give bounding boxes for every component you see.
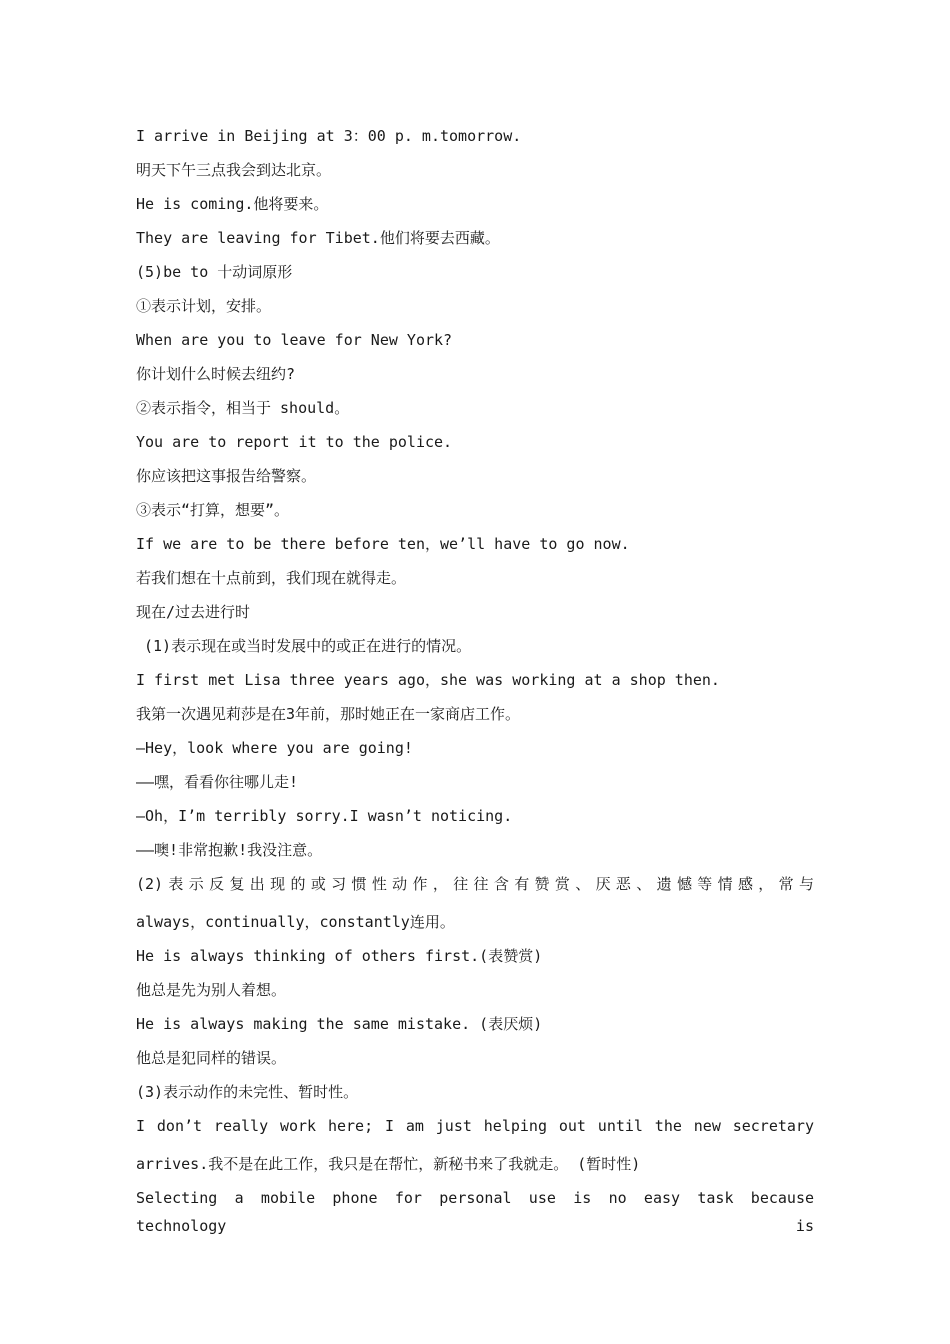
section-heading: 现在/过去进行时 [136,603,251,621]
text-line: ②表示指令，相当于 should。 [136,399,350,417]
text-line: When are you to leave for New York? [136,331,453,349]
text-line: ①表示计划，安排。 [136,297,272,315]
text-line: ③表示“打算，想要”。 [136,501,290,519]
text-line: ——噢!非常抱歉!我没注意。 [136,841,323,859]
text-line: (3)表示动作的未完性、暂时性。 [136,1083,359,1101]
text-line: If we are to be there before ten，we’ll have to go now. [136,535,630,553]
text-line: 你计划什么时候去纽约? [136,365,296,383]
text-line: He is always making the same mistake. (表厌烦) [136,1015,543,1033]
text-line: I arrive in Beijing at 3：00 p. m.tomorrow. [136,127,522,145]
text-line: 我第一次遇见莉莎是在3年前，那时她正在一家商店工作。 [136,705,521,723]
text-line: He is always thinking of others first.(表赞赏) [136,947,543,965]
text-line: always，continually，constantly连用。 [136,913,455,931]
text-line: —Hey，look where you are going! [136,739,413,757]
document-page [136,122,814,1235]
text-line: arrives.我不是在此工作，我只是在帮忙，新秘书来了我就走。 (暂时性) [136,1155,641,1173]
section-heading: (5)be to 十动词原形 [136,263,293,281]
text-line: They are leaving for Tibet.他们将要去西藏。 [136,229,500,247]
text-line: (2)表示反复出现的或习惯性动作，往往含有赞赏、厌恶、遗憾等情感，常与 [136,875,814,893]
text-line: —Oh，I’m terribly sorry.I wasn’t noticing. [136,807,513,825]
text-line: 他总是犯同样的错误。 [136,1049,287,1067]
text-line: 他总是先为别人着想。 [136,981,287,999]
text-line: 你应该把这事报告给警察。 [136,467,317,485]
text-line: Selecting a mobile phone for personal use is no easy task because technology is [136,1189,814,1235]
text-line: 若我们想在十点前到，我们现在就得走。 [136,569,407,587]
text-line: ——嘿，看看你往哪儿走! [136,773,299,791]
text-line: You are to report it to the police. [136,433,453,451]
text-line: I don’t really work here; I am just helping out until the new secretary [136,1117,814,1135]
text-line: 明天下午三点我会到达北京。 [136,161,332,179]
text-line: I first met Lisa three years ago，she was working at a shop then. [136,671,720,689]
text-line: (1)表示现在或当时发展中的或正在进行的情况。 [144,637,472,655]
text-line: He is coming.他将要来。 [136,195,329,213]
